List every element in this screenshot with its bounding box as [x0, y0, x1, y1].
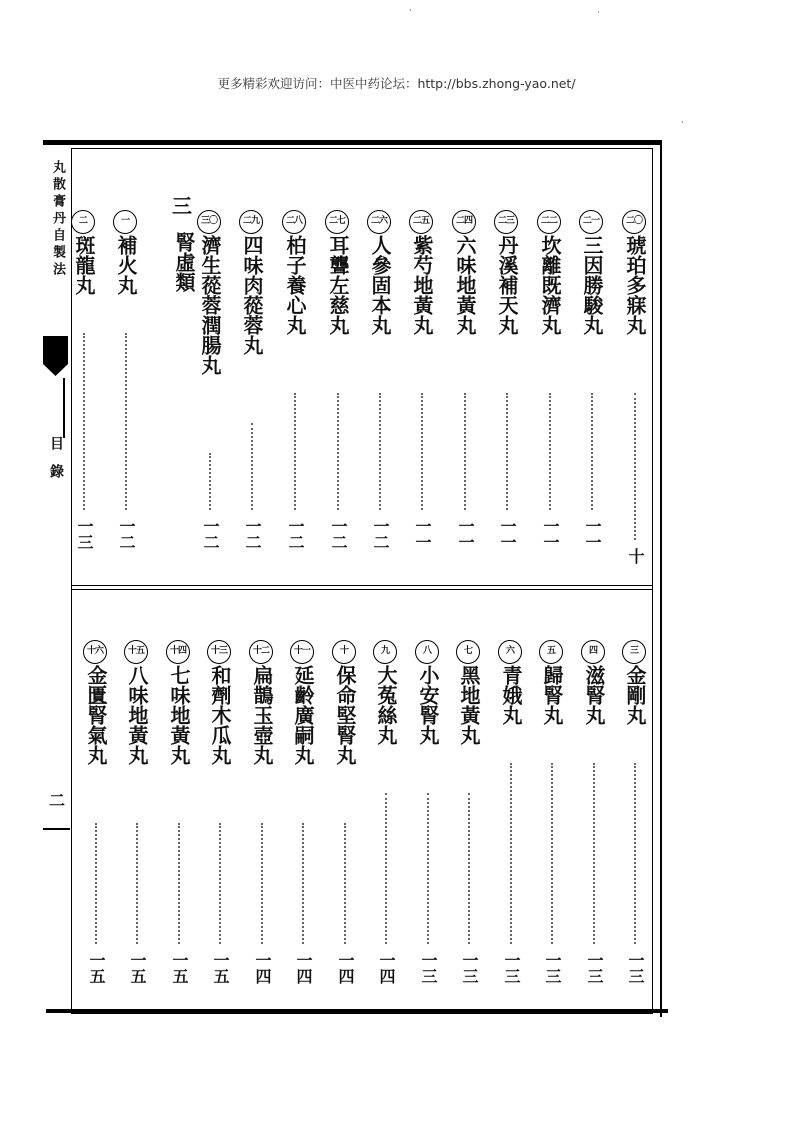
entry-number: 二: [71, 210, 95, 234]
toc-entry: [496, 640, 526, 1012]
entry-title: 延齡廣嗣丸: [291, 665, 315, 765]
leader-dots: [302, 823, 304, 944]
leader-dots: [427, 793, 429, 944]
leader-dots: [551, 763, 553, 944]
entry-page: 一三: [626, 952, 645, 984]
entry-page: 一一: [456, 518, 475, 550]
toc-entry: [330, 640, 360, 1012]
leader-dots: [261, 823, 263, 944]
page-margin: [43, 146, 70, 1014]
entry-title: 八味地黃丸: [125, 665, 149, 765]
entry-page: 一三: [543, 952, 562, 984]
entry-number: 二五: [409, 210, 433, 234]
entry-page: 一三: [502, 952, 521, 984]
toc-entry: [365, 210, 395, 578]
toc-entry: [407, 210, 437, 578]
leader-dots: [634, 763, 636, 944]
entry-page: 一五: [211, 952, 230, 984]
toc-entry: [371, 640, 401, 1012]
entry-title: 青娥丸: [499, 665, 523, 725]
toc-entry: [323, 210, 353, 578]
entry-title: 紫芍地黃丸: [410, 235, 434, 335]
leader-dots: [125, 333, 127, 510]
entry-title: 坎離既濟丸: [538, 235, 562, 335]
entry-title: 四味肉蓯蓉丸: [240, 235, 264, 355]
toc-entry: [280, 210, 310, 578]
leader-dots: [219, 823, 221, 944]
toc-entry: [195, 210, 225, 578]
leader-dots: [83, 333, 85, 510]
entry-title: 小安腎丸: [416, 665, 440, 745]
entry-number: 二八: [282, 210, 306, 234]
leader-dots: [178, 823, 180, 944]
leader-dots: [593, 763, 595, 944]
toc-entry: [237, 210, 267, 578]
entry-number: 九: [373, 640, 397, 664]
leader-dots: [337, 393, 339, 510]
entry-number: 二七: [325, 210, 349, 234]
entry-number: 十五: [124, 640, 148, 664]
entry-number: 一: [113, 210, 137, 234]
entry-page: 十: [626, 548, 645, 564]
entry-page: 一四: [294, 952, 313, 984]
book-title: 丸散膏丹自製法: [50, 160, 65, 279]
leader-dots: [251, 423, 253, 510]
entry-title: 七味地黃丸: [167, 665, 191, 765]
entry-title: 大菟絲丸: [374, 665, 398, 745]
leader-dots: [344, 823, 346, 944]
toc-entry: [69, 210, 99, 578]
entry-number: 二二: [537, 210, 561, 234]
entry-title: 耳聾左慈丸: [326, 235, 350, 335]
entry-title: 六味地黃丸: [453, 235, 477, 335]
leader-dots: [510, 763, 512, 944]
entry-title: 濟生蓯蓉潤腸丸: [198, 235, 222, 375]
leader-dots: [294, 393, 296, 510]
toc-entry: [288, 640, 318, 1012]
entry-number: 二六: [367, 210, 391, 234]
entry-number: 五: [539, 640, 563, 664]
leader-dots: [464, 393, 466, 510]
entry-page: 一二: [243, 518, 262, 550]
entry-number: 十: [332, 640, 356, 664]
leader-dots: [379, 393, 381, 510]
entry-title: 金匱腎氣丸: [84, 665, 108, 765]
entry-title: 人參固本丸: [368, 235, 392, 335]
entry-page: 一四: [336, 952, 355, 984]
toc-entry: [492, 210, 522, 578]
entry-page: 一五: [87, 952, 106, 984]
toc-entry: [620, 640, 650, 1012]
entry-page: 一二: [201, 518, 220, 550]
entry-number: 七: [456, 640, 480, 664]
entry-page: 一三: [75, 518, 94, 550]
toc-entry: [454, 640, 484, 1012]
entry-number: 十一: [290, 640, 314, 664]
entry-number: 二三: [494, 210, 518, 234]
entry-number: 二一: [579, 210, 603, 234]
leader-dots: [506, 393, 508, 510]
toc-entry: [205, 640, 235, 1012]
entry-number: 二九: [239, 210, 263, 234]
leader-dots: [468, 793, 470, 944]
entry-title: 琥珀多寐丸: [623, 235, 647, 335]
entry-number: 三: [622, 640, 646, 664]
fishtail-line: [63, 378, 65, 438]
toc-entry: [111, 210, 141, 578]
entry-title: 保命堅腎丸: [333, 665, 357, 765]
entry-title: 三因勝駿丸: [580, 235, 604, 335]
toc-entry: [164, 640, 194, 1012]
entry-number: 二四: [452, 210, 476, 234]
entry-page: 一五: [170, 952, 189, 984]
entry-title: 斑龍丸: [72, 235, 96, 295]
entry-title: 金剛丸: [623, 665, 647, 725]
toc-entry: [535, 210, 565, 578]
entry-number: 十二: [249, 640, 273, 664]
leader-dots: [136, 823, 138, 944]
entry-page: 一三: [419, 952, 438, 984]
middle-divider: [71, 585, 653, 590]
entry-page: 一三: [585, 952, 604, 984]
entry-page: 一五: [128, 952, 147, 984]
entry-page: 一一: [413, 518, 432, 550]
entry-number: 二〇: [622, 210, 646, 234]
entry-page: 一二: [371, 518, 390, 550]
entry-page: 一一: [541, 518, 560, 550]
leader-dots: [591, 393, 593, 510]
entry-page: 一二: [286, 518, 305, 550]
leader-dots: [385, 793, 387, 944]
entry-title: 扁鵲玉壺丸: [250, 665, 274, 765]
entry-number: 三〇: [197, 210, 221, 234]
toc-entry: [413, 640, 443, 1012]
toc-entry: [450, 210, 480, 578]
leader-dots: [209, 453, 211, 510]
section-label: 目錄: [48, 436, 64, 492]
entry-number: 八: [415, 640, 439, 664]
fishtail-mark: [43, 336, 68, 376]
entry-title: 丹溪補天丸: [495, 235, 519, 335]
margin-rule: [43, 828, 70, 830]
entry-number: 十三: [207, 640, 231, 664]
toc-entry: [620, 210, 650, 578]
leader-dots: [421, 393, 423, 510]
section-title: 腎虛類: [172, 232, 196, 292]
entry-number: 六: [498, 640, 522, 664]
entry-page: 一四: [377, 952, 396, 984]
toc-entry: [537, 640, 567, 1012]
book-page: [43, 140, 663, 1018]
entry-page: 一一: [583, 518, 602, 550]
entry-number: 十六: [83, 640, 107, 664]
entry-number: 四: [581, 640, 605, 664]
forum-header: 更多精彩欢迎访问：中医中药论坛：http://bbs.zhong-yao.net/: [217, 76, 576, 91]
toc-entry: [577, 210, 607, 578]
entry-title: 黑地黃丸: [457, 665, 481, 745]
entry-number: 十四: [166, 640, 190, 664]
leader-dots: [549, 393, 551, 510]
entry-page: 一三: [460, 952, 479, 984]
entry-page: 一二: [329, 518, 348, 550]
section-number: 三: [172, 194, 192, 218]
leader-dots: [95, 823, 97, 944]
toc-entry: [122, 640, 152, 1012]
page-number: 二: [49, 791, 66, 810]
toc-entry: [247, 640, 277, 1012]
entry-title: 歸腎丸: [540, 665, 564, 725]
entry-title: 滋腎丸: [582, 665, 606, 725]
entry-title: 和劑木瓜丸: [208, 665, 232, 765]
leader-dots: [634, 393, 636, 540]
entry-title: 補火丸: [114, 235, 138, 295]
toc-entry: [81, 640, 111, 1012]
entry-page: 一一: [498, 518, 517, 550]
entry-page: 一二: [117, 518, 136, 550]
entry-title: 柏子養心丸: [283, 235, 307, 335]
toc-entry: [579, 640, 609, 1012]
entry-page: 一四: [253, 952, 272, 984]
